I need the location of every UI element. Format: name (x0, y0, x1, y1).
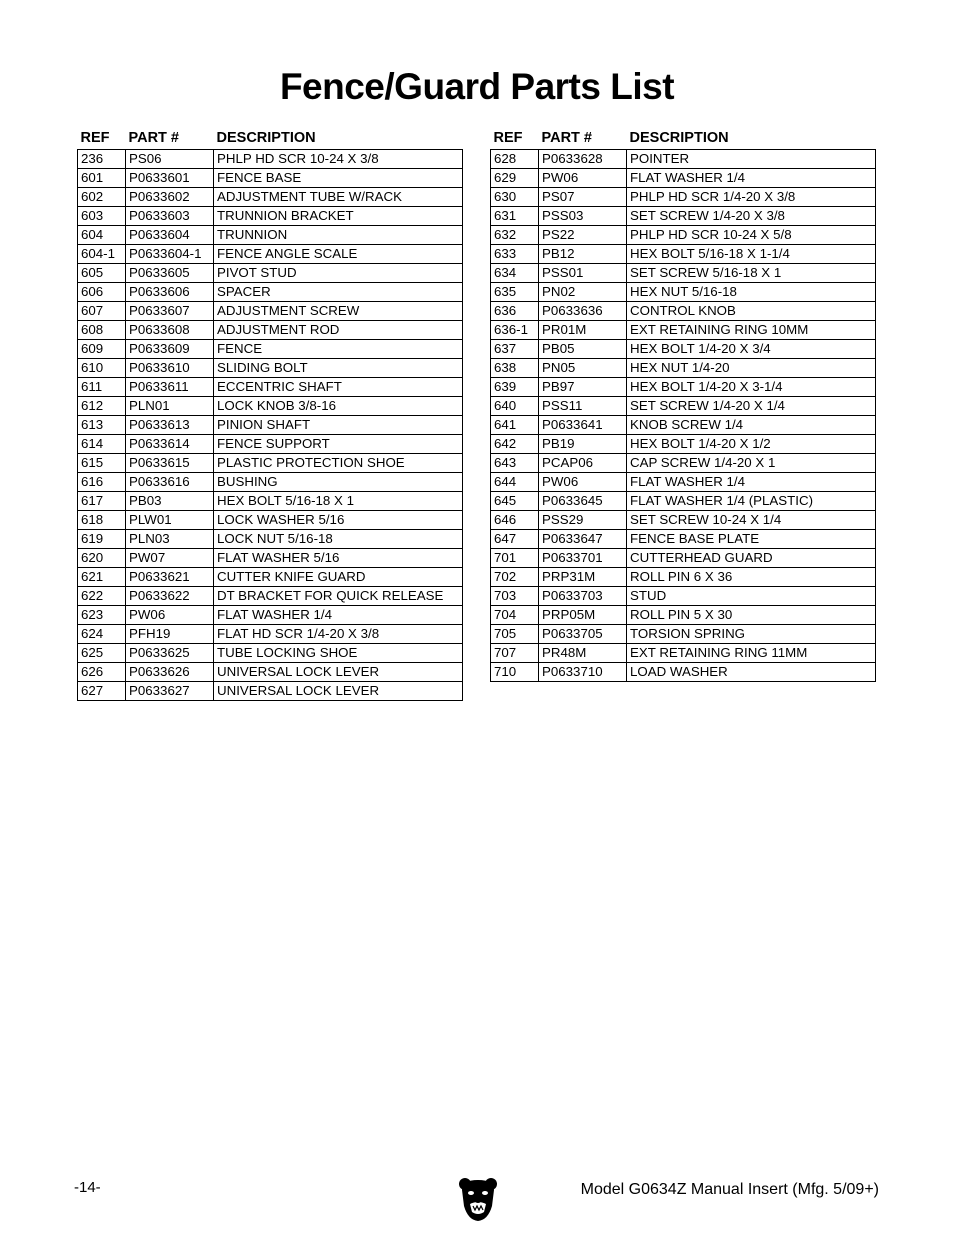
cell-part-number: P0633607 (126, 302, 214, 321)
cell-part-number: PB97 (539, 378, 627, 397)
cell-ref: 601 (78, 169, 126, 188)
cell-description: FLAT WASHER 1/4 (PLASTIC) (627, 492, 876, 511)
cell-description: DT BRACKET FOR QUICK RELEASE (214, 587, 463, 606)
cell-description: UNIVERSAL LOCK LEVER (214, 663, 463, 682)
cell-ref: 615 (78, 454, 126, 473)
cell-description: PLASTIC PROTECTION SHOE (214, 454, 463, 473)
cell-ref: 642 (491, 435, 539, 454)
cell-description: HEX BOLT 5/16-18 X 1 (214, 492, 463, 511)
cell-part-number: PRP05M (539, 606, 627, 625)
cell-description: HEX BOLT 1/4-20 X 1/2 (627, 435, 876, 454)
table-row (78, 606, 463, 625)
cell-part-number: P0633603 (126, 207, 214, 226)
table-row (78, 264, 463, 283)
table-row (78, 587, 463, 606)
cell-part-number: PSS29 (539, 511, 627, 530)
cell-ref: 636-1 (491, 321, 539, 340)
cell-part-number: PLN01 (126, 397, 214, 416)
cell-description: FLAT WASHER 1/4 (627, 169, 876, 188)
cell-ref: 632 (491, 226, 539, 245)
table-row (491, 511, 876, 530)
cell-part-number: PS07 (539, 188, 627, 207)
table-row (491, 321, 876, 340)
table-row (78, 397, 463, 416)
cell-part-number: P0633710 (539, 663, 627, 682)
cell-part-number: PR48M (539, 644, 627, 663)
cell-ref: 643 (491, 454, 539, 473)
cell-description: LOCK WASHER 5/16 (214, 511, 463, 530)
cell-part-number: P0633645 (539, 492, 627, 511)
cell-ref: 609 (78, 340, 126, 359)
cell-ref: 624 (78, 625, 126, 644)
header-description: DESCRIPTION (629, 130, 729, 146)
cell-ref: 646 (491, 511, 539, 530)
table-row (78, 511, 463, 530)
table-row (491, 644, 876, 663)
cell-ref: 703 (491, 587, 539, 606)
table-row (491, 549, 876, 568)
table-row (78, 359, 463, 378)
cell-part-number: PB19 (539, 435, 627, 454)
table-row (78, 568, 463, 587)
cell-part-number: PR01M (539, 321, 627, 340)
cell-part-number: PS06 (126, 150, 214, 169)
cell-ref: 633 (491, 245, 539, 264)
cell-description: ADJUSTMENT SCREW (214, 302, 463, 321)
cell-description: TORSION SPRING (627, 625, 876, 644)
cell-description: PIVOT STUD (214, 264, 463, 283)
cell-description: ROLL PIN 5 X 30 (627, 606, 876, 625)
parts-table-left-body (78, 150, 463, 701)
cell-part-number: P0633610 (126, 359, 214, 378)
table-row (491, 302, 876, 321)
cell-ref: 616 (78, 473, 126, 492)
table-row (491, 169, 876, 188)
cell-description: UNIVERSAL LOCK LEVER (214, 682, 463, 701)
cell-description: LOCK NUT 5/16-18 (214, 530, 463, 549)
cell-description: LOCK KNOB 3/8-16 (214, 397, 463, 416)
cell-ref: 701 (491, 549, 539, 568)
table-row (78, 340, 463, 359)
table-row (491, 359, 876, 378)
table-row (78, 530, 463, 549)
cell-ref: 634 (491, 264, 539, 283)
table-row (78, 416, 463, 435)
page-number: -14- (74, 1179, 101, 1196)
cell-description: TRUNNION BRACKET (214, 207, 463, 226)
cell-part-number: PW06 (126, 606, 214, 625)
cell-description: FENCE (214, 340, 463, 359)
cell-description: HEX BOLT 1/4-20 X 3-1/4 (627, 378, 876, 397)
cell-part-number: P0633626 (126, 663, 214, 682)
cell-ref: 607 (78, 302, 126, 321)
cell-ref: 629 (491, 169, 539, 188)
cell-description: FLAT WASHER 5/16 (214, 549, 463, 568)
table-row (78, 378, 463, 397)
cell-description: ADJUSTMENT TUBE W/RACK (214, 188, 463, 207)
cell-description: CONTROL KNOB (627, 302, 876, 321)
cell-ref: 610 (78, 359, 126, 378)
table-row (491, 340, 876, 359)
table-header-row (491, 128, 876, 150)
table-row (78, 150, 463, 169)
table-row (78, 207, 463, 226)
cell-ref: 626 (78, 663, 126, 682)
cell-ref: 606 (78, 283, 126, 302)
cell-part-number: PB05 (539, 340, 627, 359)
cell-part-number: PB12 (539, 245, 627, 264)
cell-part-number: P0633627 (126, 682, 214, 701)
cell-ref: 641 (491, 416, 539, 435)
cell-part-number: P0633605 (126, 264, 214, 283)
cell-ref: 621 (78, 568, 126, 587)
cell-part-number: P0633615 (126, 454, 214, 473)
cell-part-number: P0633604-1 (126, 245, 214, 264)
cell-ref: 611 (78, 378, 126, 397)
cell-part-number: P0633611 (126, 378, 214, 397)
cell-description: LOAD WASHER (627, 663, 876, 682)
table-row (78, 492, 463, 511)
cell-part-number: P0633616 (126, 473, 214, 492)
cell-part-number: PFH19 (126, 625, 214, 644)
cell-description: PHLP HD SCR 10-24 X 3/8 (214, 150, 463, 169)
cell-description: SET SCREW 1/4-20 X 1/4 (627, 397, 876, 416)
header-part: PART # (541, 130, 592, 146)
cell-ref: 604 (78, 226, 126, 245)
cell-part-number: PW06 (539, 473, 627, 492)
cell-part-number: P0633613 (126, 416, 214, 435)
cell-ref: 625 (78, 644, 126, 663)
table-row (491, 416, 876, 435)
cell-description: FLAT WASHER 1/4 (214, 606, 463, 625)
cell-ref: 707 (491, 644, 539, 663)
cell-description: BUSHING (214, 473, 463, 492)
cell-description: EXT RETAINING RING 11MM (627, 644, 876, 663)
cell-ref: 603 (78, 207, 126, 226)
cell-ref: 622 (78, 587, 126, 606)
cell-description: TRUNNION (214, 226, 463, 245)
table-row (78, 473, 463, 492)
table-row (78, 549, 463, 568)
cell-part-number: P0633647 (539, 530, 627, 549)
cell-description: PINION SHAFT (214, 416, 463, 435)
cell-description: POINTER (627, 150, 876, 169)
cell-part-number: P0633621 (126, 568, 214, 587)
cell-part-number: P0633608 (126, 321, 214, 340)
cell-part-number: P0633625 (126, 644, 214, 663)
cell-description: FLAT WASHER 1/4 (627, 473, 876, 492)
table-row (491, 435, 876, 454)
cell-ref: 604-1 (78, 245, 126, 264)
cell-description: CUTTERHEAD GUARD (627, 549, 876, 568)
cell-description: HEX BOLT 5/16-18 X 1-1/4 (627, 245, 876, 264)
cell-part-number: P0633701 (539, 549, 627, 568)
table-row (78, 226, 463, 245)
cell-ref: 638 (491, 359, 539, 378)
cell-part-number: PCAP06 (539, 454, 627, 473)
footer-model-text: Model G0634Z Manual Insert (Mfg. 5/09+) (580, 1181, 879, 1198)
cell-part-number: PN02 (539, 283, 627, 302)
cell-description: CAP SCREW 1/4-20 X 1 (627, 454, 876, 473)
cell-ref: 619 (78, 530, 126, 549)
cell-ref: 640 (491, 397, 539, 416)
table-row (491, 454, 876, 473)
header-description: DESCRIPTION (216, 130, 316, 146)
table-row (78, 245, 463, 264)
header-ref: REF (493, 130, 523, 146)
table-row (491, 492, 876, 511)
cell-ref: 617 (78, 492, 126, 511)
header-ref: REF (80, 130, 110, 146)
cell-description: CUTTER KNIFE GUARD (214, 568, 463, 587)
table-header-row (78, 128, 463, 150)
cell-ref: 702 (491, 568, 539, 587)
cell-part-number: P0633602 (126, 188, 214, 207)
table-row (78, 302, 463, 321)
cell-part-number: PSS03 (539, 207, 627, 226)
cell-part-number: P0633703 (539, 587, 627, 606)
cell-ref: 631 (491, 207, 539, 226)
cell-description: EXT RETAINING RING 10MM (627, 321, 876, 340)
table-row (78, 188, 463, 207)
cell-ref: 635 (491, 283, 539, 302)
cell-description: HEX NUT 5/16-18 (627, 283, 876, 302)
table-row (491, 245, 876, 264)
cell-description: ADJUSTMENT ROD (214, 321, 463, 340)
table-row (491, 587, 876, 606)
table-row (491, 207, 876, 226)
table-row (78, 169, 463, 188)
cell-ref: 628 (491, 150, 539, 169)
cell-description: HEX BOLT 1/4-20 X 3/4 (627, 340, 876, 359)
cell-ref: 620 (78, 549, 126, 568)
table-row (78, 663, 463, 682)
table-row (78, 454, 463, 473)
header-part: PART # (128, 130, 179, 146)
cell-part-number: PSS01 (539, 264, 627, 283)
cell-part-number: P0633614 (126, 435, 214, 454)
cell-part-number: PLN03 (126, 530, 214, 549)
cell-description: SET SCREW 1/4-20 X 3/8 (627, 207, 876, 226)
cell-part-number: P0633604 (126, 226, 214, 245)
cell-ref: 644 (491, 473, 539, 492)
table-row (491, 568, 876, 587)
cell-ref: 236 (78, 150, 126, 169)
cell-description: STUD (627, 587, 876, 606)
cell-description: FLAT HD SCR 1/4-20 X 3/8 (214, 625, 463, 644)
cell-part-number: P0633636 (539, 302, 627, 321)
cell-ref: 710 (491, 663, 539, 682)
cell-description: FENCE SUPPORT (214, 435, 463, 454)
table-row (78, 644, 463, 663)
cell-description: SET SCREW 10-24 X 1/4 (627, 511, 876, 530)
page-title: Fence/Guard Parts List (279, 66, 675, 107)
cell-ref: 618 (78, 511, 126, 530)
cell-ref: 605 (78, 264, 126, 283)
parts-table-left (77, 128, 463, 701)
cell-part-number: PLW01 (126, 511, 214, 530)
cell-ref: 705 (491, 625, 539, 644)
cell-description: HEX NUT 1/4-20 (627, 359, 876, 378)
cell-part-number: P0633606 (126, 283, 214, 302)
cell-part-number: PS22 (539, 226, 627, 245)
cell-description: FENCE ANGLE SCALE (214, 245, 463, 264)
cell-ref: 612 (78, 397, 126, 416)
cell-ref: 602 (78, 188, 126, 207)
cell-part-number: P0633641 (539, 416, 627, 435)
cell-ref: 614 (78, 435, 126, 454)
cell-description: PHLP HD SCR 1/4-20 X 3/8 (627, 188, 876, 207)
cell-part-number: P0633705 (539, 625, 627, 644)
cell-ref: 623 (78, 606, 126, 625)
cell-description: KNOB SCREW 1/4 (627, 416, 876, 435)
cell-ref: 637 (491, 340, 539, 359)
cell-part-number: P0633628 (539, 150, 627, 169)
cell-ref: 630 (491, 188, 539, 207)
cell-part-number: PB03 (126, 492, 214, 511)
cell-description: SLIDING BOLT (214, 359, 463, 378)
cell-ref: 613 (78, 416, 126, 435)
cell-ref: 704 (491, 606, 539, 625)
table-row (491, 188, 876, 207)
cell-ref: 639 (491, 378, 539, 397)
cell-description: FENCE BASE PLATE (627, 530, 876, 549)
table-row (491, 226, 876, 245)
cell-description: FENCE BASE (214, 169, 463, 188)
cell-part-number: PW06 (539, 169, 627, 188)
cell-description: ROLL PIN 6 X 36 (627, 568, 876, 587)
table-row (491, 530, 876, 549)
cell-description: SET SCREW 5/16-18 X 1 (627, 264, 876, 283)
table-row (491, 397, 876, 416)
table-row (491, 283, 876, 302)
cell-ref: 627 (78, 682, 126, 701)
table-row (491, 473, 876, 492)
parts-table-right (490, 128, 876, 682)
cell-description: TUBE LOCKING SHOE (214, 644, 463, 663)
cell-part-number: P0633622 (126, 587, 214, 606)
table-row (78, 321, 463, 340)
cell-description: SPACER (214, 283, 463, 302)
cell-ref: 645 (491, 492, 539, 511)
cell-part-number: PRP31M (539, 568, 627, 587)
cell-part-number: PN05 (539, 359, 627, 378)
cell-part-number: PW07 (126, 549, 214, 568)
table-row (78, 283, 463, 302)
table-row (491, 606, 876, 625)
cell-part-number: P0633609 (126, 340, 214, 359)
cell-description: PHLP HD SCR 10-24 X 5/8 (627, 226, 876, 245)
table-row (491, 150, 876, 169)
table-row (491, 378, 876, 397)
cell-description: ECCENTRIC SHAFT (214, 378, 463, 397)
table-row (78, 625, 463, 644)
cell-ref: 647 (491, 530, 539, 549)
table-row (78, 435, 463, 454)
cell-ref: 636 (491, 302, 539, 321)
cell-part-number: P0633601 (126, 169, 214, 188)
bear-head-icon (458, 1176, 498, 1222)
table-row (491, 625, 876, 644)
cell-ref: 608 (78, 321, 126, 340)
parts-table-right-body (491, 150, 876, 682)
table-row (491, 663, 876, 682)
table-row (78, 682, 463, 701)
cell-part-number: PSS11 (539, 397, 627, 416)
table-row (491, 264, 876, 283)
